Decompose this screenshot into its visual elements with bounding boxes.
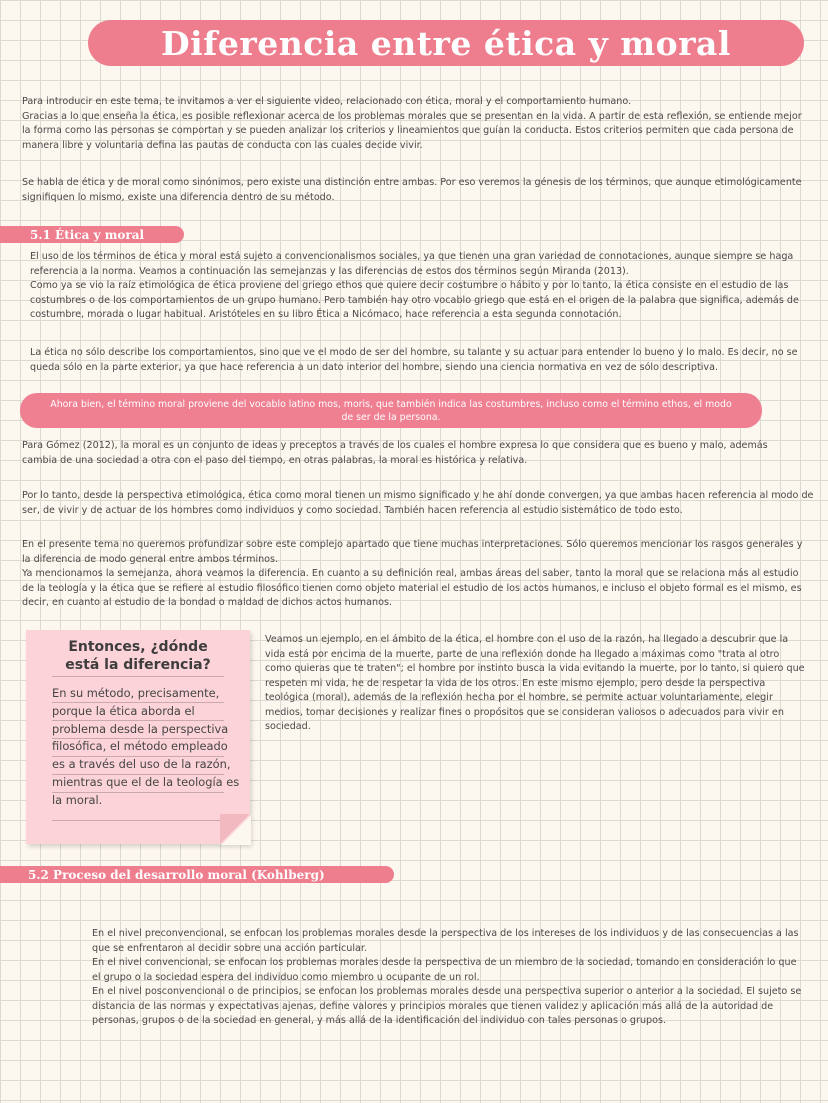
section1-paragraph-5: Por lo tanto, desde la perspectiva etimológica, ética como moral tienen un mismo significado y he ahí donde convergen, ya que ambas hacen referencia al modo de ser, de vivir y de actuar de los hombres como individuos y como sociedad. También hacen referencia al estudio sistemático de todo esto. [22,490,814,516]
note-heading-line-2: está la diferencia? [65,657,211,673]
sticky-note [26,630,250,844]
section1-paragraph-3: La ética no sólo describe los comportamientos, sino que ve el modo de ser del hombre, su talante y su actuar para entender lo bueno y lo malo. Es decir, no se queda sólo en la parte exterior, ya que hace referencia a un dato interior del hombre, siendo una ciencia normativa en vez de sólo descriptiva. [30,347,798,373]
note-heading-line-1: Entonces, ¿dónde [68,639,208,655]
section1-block-2 [30,346,800,375]
section1-paragraph-1: El uso de los términos de ética y moral está sujeto a convencionalismos sociales, ya que tienen una gran variedad de connotaciones, aunque siempre se haga referencia a la norma. Veamos a continuación las semejanzas y las diferencias de estos dos términos según Miranda (2013). [30,251,794,277]
intro-text [22,95,802,153]
section2-paragraph-2: En el nivel convencional, se enfocan los problemas morales desde la perspectiva de un miembro de la sociedad, tomando en consideración lo que el grupo o la sociedad espera del individuo como miembro u ocupante de un rol. [92,957,797,983]
section2-block [92,927,804,1029]
section1-block-3 [22,439,804,468]
note-fold [220,814,250,844]
section1-paragraph-4: Para Gómez (2012), la moral es un conjunto de ideas y preceptos a través de los cuales el hombre expresa lo que considera que es bueno y malo, además cambia de una sociedad a otra con el paso del tiempo, en otras palabras, la moral es histórica y relativa. [22,440,768,466]
intro-paragraph-3: Se habla de ética y de moral como sinónimos, pero existe una distinción entre ambas. Por eso veremos la génesis de los términos, que aunque etimológicamente signifiquen lo mismo, existe una diferencia dentro de su método. [22,177,802,203]
section-heading-5-2 [0,866,394,883]
section-heading-5-2-label: 5.2 Proceso del desarrollo moral (Kohlberg) [28,867,325,882]
section2-paragraph-1: En el nivel preconvencional, se enfocan los problemas morales desde la perspectiva de los intereses de los individuos y de las consecuencias a las que se enfrentaron al decidir sobre una acción particular. [92,928,799,954]
intro-paragraph-2: Gracias a lo que enseña la ética, es posible reflexionar acerca de los problemas morales que se presentan en la vida. A partir de esta reflexión, se entiende mejor la forma como las personas se comportan y se pueden analizar los criterios y lineamientos que guían la conducta. Estos criterios permiten que cada persona de manera libre y voluntaria defina las pautas de conducta con las cuales decide vivir. [22,110,802,151]
note-body: En su método, precisamente, porque la ética aborda el problema desde la perspectiva filosófica, el método empleado es a través del uso de la razón, mientras que el de la teología es la moral. [52,686,240,807]
quote-text: Ahora bien, el término moral proviene del vocablo latino mos, moris, que también indica las costumbres, incluso como el término ethos, el modo de ser de la persona. [50,398,732,423]
section1-paragraph-2: Como ya se vio la raíz etimológica de ética proviene del griego ethos que quiere decir costumbre o hábito y por lo tanto, la ética consiste en el estudio de las costumbres o de los comportamientos de un grupo humano. Pero también hay otro vocablo griego que está en el origen de la palabra que significa, además de costumbre, morada o lugar habitual. Aristóteles en su libro Ética a Nicómaco, hace referencia a esta segunda connotación. [30,280,799,320]
section1-block-1 [30,250,800,323]
note-rule-7 [52,820,224,821]
section1-paragraph-7: Ya mencionamos la semejanza, ahora veamos la diferencia. En cuanto a su definición real, ambas áreas del saber, tanto la moral que se relaciona más al estudio de la teología y la ética que se refiere al estudio filosófico tienen como objeto material el estudio de los actos humanos, e incluso el objeto formal es el mismo, es decir, en cuanto al estudio de la bondad o maldad de dichos actos humanos. [22,568,802,608]
example-paragraph: Veamos un ejemplo, en el ámbito de la ética, el hombre con el uso de la razón, ha llegado a descubrir que la vida está por encima de la muerte, parte de una reflexión donde ha llegado a máximas como "trata al otro como quieras que te traten"; el hombre por instinto busca la vida evitando la muerte, por lo tanto, si quiero que respeten mi vida, he de respetar la vida de los otros. En este mismo ejemplo, pero desde la perspectiva teológica (moral), además de la reflexión hecha por el hombre, se permite actuar voluntariamente, elegir medios, tomar decisiones y realizar fines o propósitos que se consideran valiosos o adecuados para vivir en sociedad. [265,634,805,732]
page-title: Diferencia entre ética y moral [161,23,731,63]
note-heading [26,638,250,674]
note-divider [52,676,224,677]
section1-block-4 [22,489,818,518]
section2-paragraph-3: En el nivel posconvencional o de principios, se enfocan los problemas morales desde una perspectiva superior o anterior a la sociedad. El sujeto se distancia de las normas y expectativas ajenas, define valores y principios morales que tienen validez y aplicación más allá de la autoridad de personas, grupos o de la sociedad en general, y más allá de la identificación del individuo con tales personas o grupos. [92,986,802,1026]
section-heading-5-1 [0,226,184,243]
section1-block-5 [22,538,812,611]
title-banner [88,20,804,66]
quote-banner [20,393,762,428]
intro-text-2 [22,176,802,205]
example-text [265,633,805,735]
section-heading-5-1-label: 5.1 Ética y moral [30,227,145,242]
intro-paragraph-1: Para introducir en este tema, te invitamos a ver el siguiente video, relacionado con ética, moral y el comportamiento humano. [22,96,632,107]
section1-paragraph-6: En el presente tema no queremos profundizar sobre este complejo apartado que tiene muchas interpretaciones. Sólo queremos mencionar los rasgos generales y la diferencia de modo general entre ambos términos. [22,539,803,565]
